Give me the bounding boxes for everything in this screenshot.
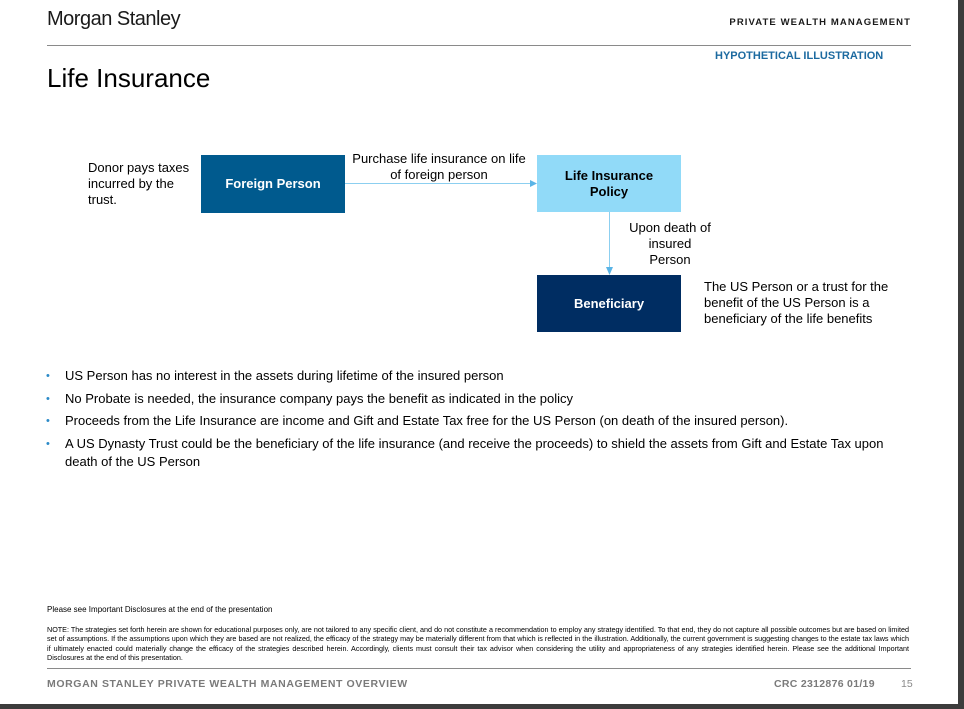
disclosure-note: NOTE: The strategies set forth herein are shown for educational purposes only, are not tailored to any specific client, and do not constitute a recommendation to employ any strategy identified. To that end, they do not capture all possible outcomes but are based on limited set of assumptions. If the assumptions upon which they are based are not realized, the efficacy of the strategy may be materially different from that which is reflected in the illustration. Additionally, the current government is suggesting changes to the estate tax laws which if ultimately enacted could materially change the efficacy of the strategies described herein. Accordingly, clients must consult their tax advisor when considering the utility and appropriateness of any strategies identified herein. Please see the additional Important Disclosures at the end of this presentation. xyxy=(47,625,909,663)
footer-crc-code: CRC 2312876 01/19 xyxy=(774,678,875,690)
policy-label-line2: Policy xyxy=(589,183,629,199)
page-number: 15 xyxy=(901,678,913,690)
bullet-icon: • xyxy=(46,370,50,382)
footer-title: MORGAN STANLEY PRIVATE WEALTH MANAGEMENT OVERVIEW xyxy=(47,678,408,690)
life-insurance-policy-node xyxy=(537,155,681,212)
death-label-line1: Upon death of xyxy=(629,220,711,235)
bullet-item xyxy=(46,435,906,471)
disclosure-reference: Please see Important Disclosures at the end of the presentation xyxy=(47,605,273,614)
hypothetical-illustration-tag: HYPOTHETICAL ILLUSTRATION xyxy=(715,50,884,62)
death-arrow-head xyxy=(606,267,613,275)
footer-divider xyxy=(47,668,911,669)
death-label-line3: Person xyxy=(649,252,691,267)
header-divider xyxy=(47,45,911,46)
division-label: PRIVATE WEALTH MANAGEMENT xyxy=(729,17,911,28)
bullet-text: No Probate is needed, the insurance company pays the benefit as indicated in the policy xyxy=(65,390,574,406)
bullet-text: Proceeds from the Life Insurance are income and Gift and Estate Tax free for the US Person (on death of the insured person). xyxy=(65,413,789,428)
death-label-line2: insured xyxy=(648,236,692,251)
bullet-text: A US Dynasty Trust could be the beneficiary of the life insurance (and receive the proceeds) to shield the assets from Gift and Estate Tax upon death of the US Person xyxy=(65,435,884,469)
morgan-stanley-logo: Morgan Stanley xyxy=(47,8,181,30)
death-edge-label xyxy=(622,220,718,268)
donor-note: Donor pays taxes incurred by the trust. xyxy=(88,160,190,207)
beneficiary-note: The US Person or a trust for the benefit of the US Person is a beneficiary of the life benefits xyxy=(704,279,889,326)
purchase-edge-label: Purchase life insurance on life of foreign person xyxy=(352,151,526,182)
bullet-icon: • xyxy=(46,437,50,450)
bullet-item xyxy=(46,367,906,385)
bullet-item xyxy=(46,412,906,430)
bullet-text: US Person has no interest in the assets during lifetime of the insured person xyxy=(65,368,504,383)
bullet-icon: • xyxy=(46,392,50,405)
beneficiary-label: Beneficiary xyxy=(573,295,645,311)
foreign-person-node xyxy=(201,155,345,213)
key-points-list xyxy=(46,367,906,475)
bullet-icon: • xyxy=(46,415,50,427)
beneficiary-node xyxy=(537,275,681,332)
foreign-person-label: Foreign Person xyxy=(225,176,321,191)
page-title: Life Insurance xyxy=(47,63,211,93)
policy-label-line1: Life Insurance xyxy=(564,167,654,183)
bullet-item xyxy=(46,390,906,408)
